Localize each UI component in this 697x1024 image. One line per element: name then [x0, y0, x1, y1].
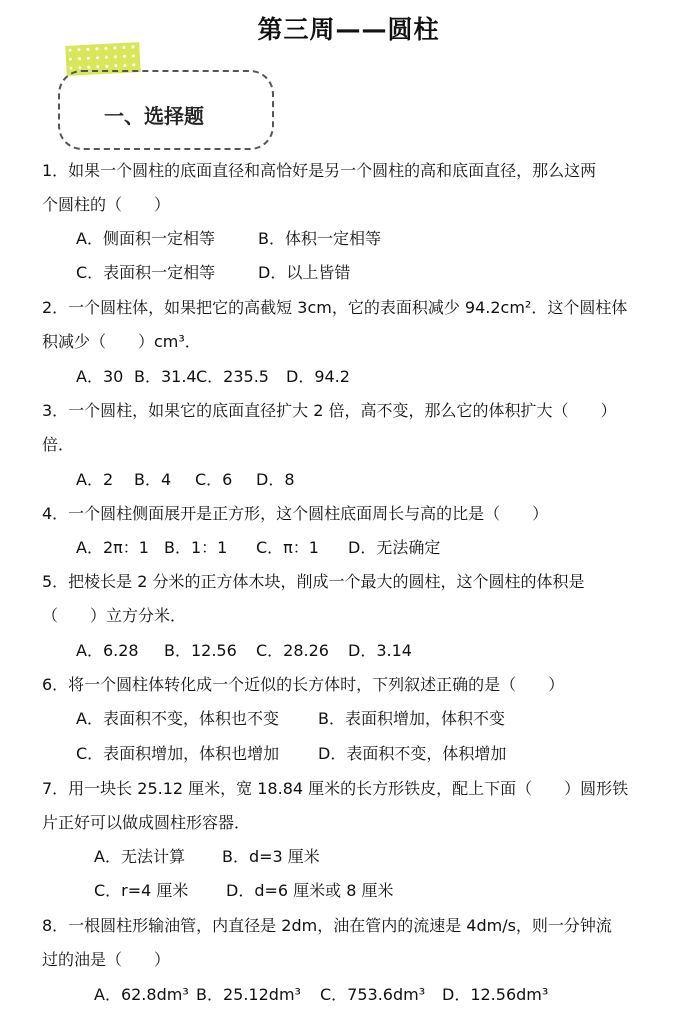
q7-option-a: A．无法计算 — [94, 847, 185, 866]
q8-option-c: C．753.6dm³ — [320, 985, 426, 1004]
q6-option-b: B．表面积增加，体积不变 — [318, 709, 505, 728]
q2-option-a: A．30 — [76, 367, 124, 386]
q1-option-b: B．体积一定相等 — [258, 229, 381, 248]
section-label: 一、选择题 — [104, 104, 204, 128]
q5-option-c: C．28.26 — [256, 641, 329, 660]
q2-option-b: B．31.4 — [134, 367, 197, 386]
question-5-line-1: 5．把棱长是 2 分米的正方体木块，削成一个最大的圆柱，这个圆柱的体积是 — [42, 572, 585, 591]
question-1-line-2: 个圆柱的（ ） — [42, 195, 171, 214]
q4-option-b: B．1：1 — [164, 538, 228, 557]
q7-option-b: B．d=3 厘米 — [222, 847, 320, 866]
question-2-line-1: 2．一个圆柱体，如果把它的高截短 3cm，它的表面积减少 94.2cm²．这个圆柱体 — [42, 298, 628, 317]
q8-option-a: A．62.8dm³ — [94, 985, 189, 1004]
question-2-line-2: 积减少（ ）cm³． — [42, 332, 201, 351]
question-6-line-1: 6．将一个圆柱体转化成一个近似的长方体时，下列叙述正确的是（ ） — [42, 675, 565, 694]
q6-option-d: D．表面积不变，体积增加 — [318, 744, 507, 763]
q3-option-a: A．2 — [76, 470, 114, 489]
q8-option-d: D．12.56dm³ — [442, 985, 549, 1004]
q2-option-c: C．235.5 — [196, 367, 269, 386]
q6-option-c: C．表面积增加，体积也增加 — [76, 744, 280, 763]
question-3-line-1: 3．一个圆柱，如果它的底面直径扩大 2 倍，高不变，那么它的体积扩大（ ） — [42, 401, 617, 420]
q1-option-d: D．以上皆错 — [258, 263, 351, 282]
question-7-line-2: 片正好可以做成圆柱形容器． — [42, 813, 251, 832]
section-header — [44, 44, 276, 148]
q2-option-d: D．94.2 — [286, 367, 350, 386]
page-title: 第三周——圆柱 — [257, 15, 440, 44]
q5-option-a: A．6.28 — [76, 641, 139, 660]
q7-option-d: D．d=6 厘米或 8 厘米 — [226, 881, 394, 900]
q5-option-b: B．12.56 — [164, 641, 237, 660]
q8-option-b: B．25.12dm³ — [196, 985, 301, 1004]
q1-option-a: A．侧面积一定相等 — [76, 229, 215, 248]
q6-option-a: A．表面积不变，体积也不变 — [76, 709, 279, 728]
question-8-line-1: 8．一根圆柱形输油管，内直径是 2dm，油在管内的流速是 4dm/s，则一分钟流 — [42, 916, 612, 935]
q7-option-c: C．r=4 厘米 — [94, 881, 189, 900]
question-7-line-1: 7．用一块长 25.12 厘米，宽 18.84 厘米的长方形铁皮，配上下面（ ）圆形铁 — [42, 779, 629, 798]
question-8-line-2: 过的油是（ ） — [42, 950, 171, 969]
q3-option-b: B．4 — [134, 470, 172, 489]
q3-option-c: C．6 — [195, 470, 233, 489]
q1-option-c: C．表面积一定相等 — [76, 263, 216, 282]
q5-option-d: D．3.14 — [348, 641, 412, 660]
question-4-line-1: 4．一个圆柱侧面展开是正方形，这个圆柱底面周长与高的比是（ ） — [42, 504, 549, 523]
question-3-line-2: 倍． — [42, 435, 75, 454]
question-5-line-2: （ ）立方分米． — [42, 606, 187, 625]
q3-option-d: D．8 — [256, 470, 295, 489]
q4-option-d: D．无法确定 — [348, 538, 441, 557]
q4-option-a: A．2π：1 — [76, 538, 149, 557]
question-1-line-1: 1．如果一个圆柱的底面直径和高恰好是另一个圆柱的高和底面直径，那么这两 — [42, 161, 597, 180]
q4-option-c: C．π：1 — [256, 538, 319, 557]
